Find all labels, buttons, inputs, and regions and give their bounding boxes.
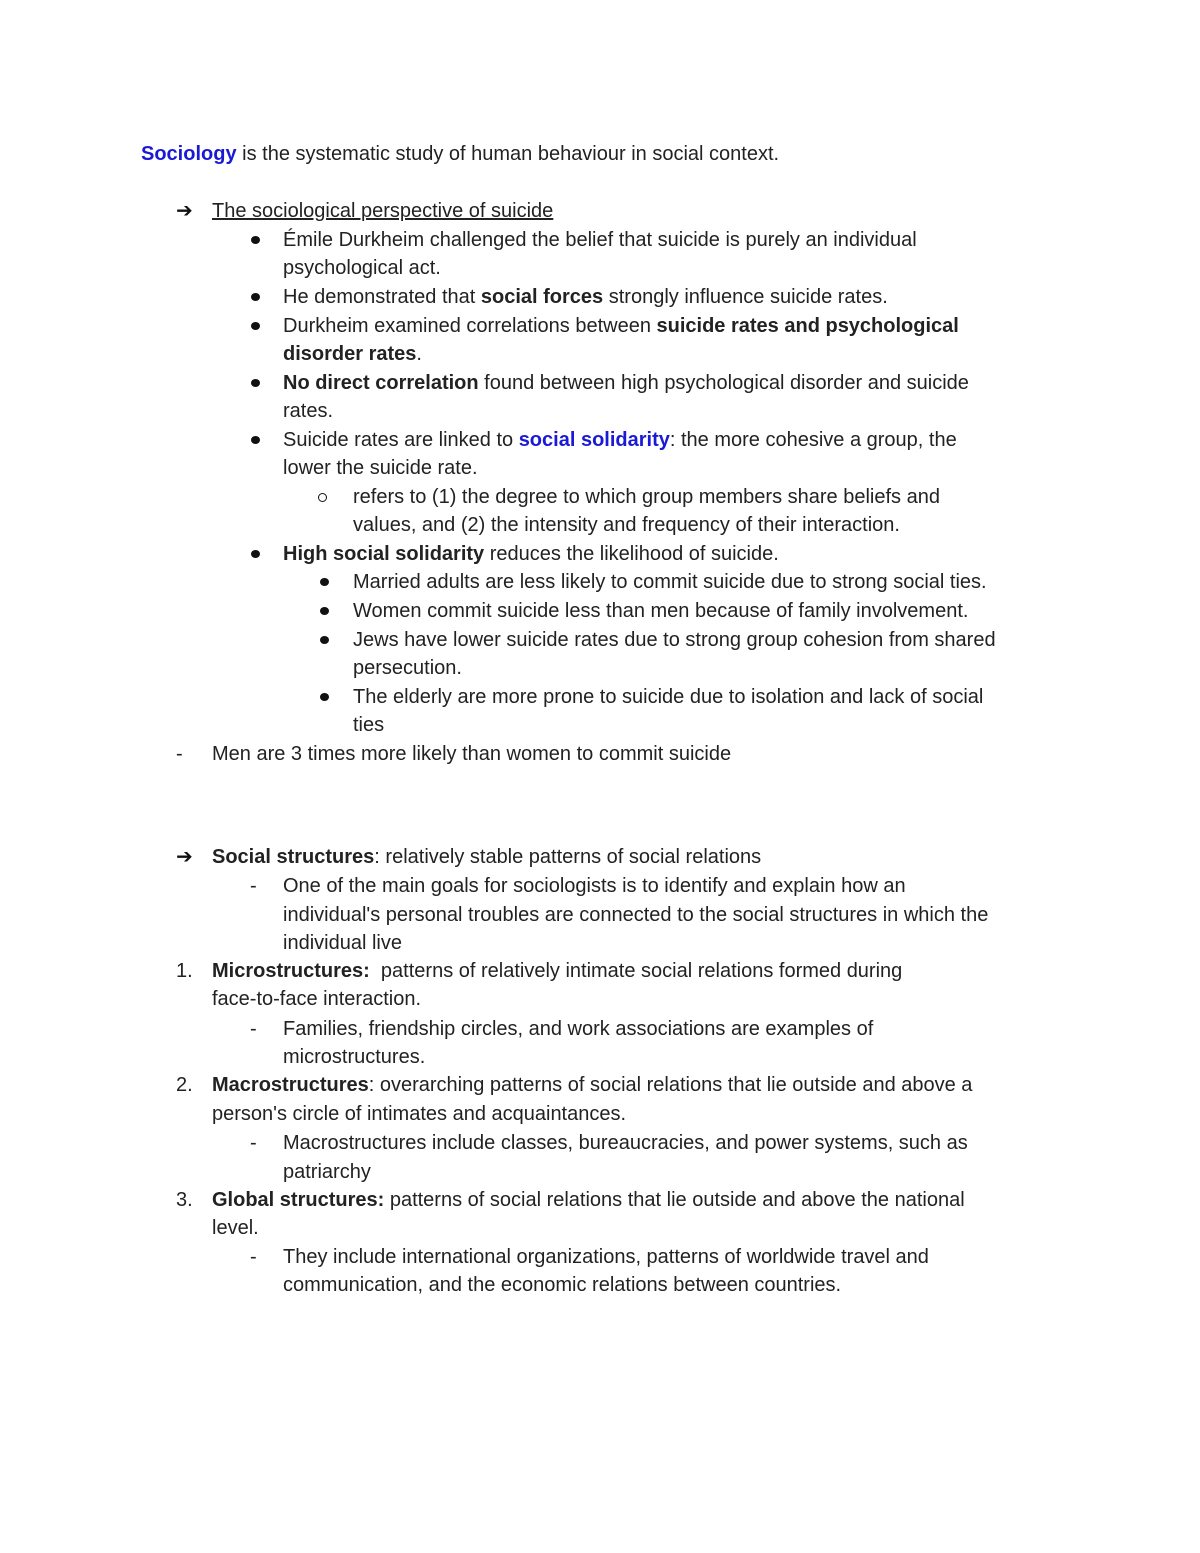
text-run: .: [416, 343, 422, 365]
text-run: Suicide rates are linked to: [283, 429, 519, 451]
numbered-item: [212, 1188, 965, 1212]
bold-term: Microstructures:: [212, 960, 370, 982]
bullet-text: rates.: [283, 400, 334, 422]
bold-term: Social structures: [212, 846, 375, 868]
sub-bullet-text: refers to (1) the degree to which group members share beliefs and: [353, 486, 940, 508]
hollow-bullet-icon: [318, 493, 327, 502]
text-run: Durkheim examined correlations between: [283, 315, 657, 337]
list-number: 1.: [176, 960, 193, 982]
bullet-text: psychological act.: [283, 257, 441, 279]
bullet-icon: [251, 322, 260, 330]
bullet-icon: [320, 578, 329, 586]
dash-text: individual's personal troubles are connected to the social structures in which the: [283, 904, 989, 926]
sub-bullet-text: The elderly are more prone to suicide due to isolation and lack of social: [353, 686, 984, 708]
bullet-text: [283, 314, 959, 338]
dash-marker: -: [250, 875, 257, 897]
list-number: 2.: [176, 1074, 193, 1096]
dash-marker: -: [176, 743, 183, 765]
bullet-icon: [251, 436, 260, 444]
bullet-icon: [251, 293, 260, 301]
bullet-text: [283, 342, 422, 366]
bullet-icon: [320, 636, 329, 644]
bold-term: suicide rates and psychological: [656, 315, 959, 337]
text-run: reduces the likelihood of suicide.: [484, 543, 779, 565]
bullet-icon: [251, 379, 260, 387]
numbered-item: [212, 959, 902, 983]
bold-term: social forces: [480, 286, 604, 308]
text-run: patterns of social relations that lie outside and above the national: [384, 1189, 965, 1211]
dash-text: They include international organizations, patterns of worldwide travel and: [283, 1246, 929, 1268]
bullet-icon: [251, 236, 260, 244]
sub-bullet-text: ties: [353, 714, 385, 736]
text-run: : relatively stable patterns of social relations: [374, 846, 762, 868]
numbered-item: [212, 1073, 972, 1097]
text-run: He demonstrated that: [283, 286, 481, 308]
text-run: : overarching patterns of social relations that lie outside and above a: [368, 1074, 973, 1096]
numbered-item-text: level.: [212, 1217, 259, 1239]
sub-bullet-text: persecution.: [353, 657, 462, 679]
bold-term: No direct correlation: [283, 372, 479, 394]
sociology-term: Sociology: [141, 143, 237, 165]
sub-bullet-text: Women commit suicide less than men because of family involvement.: [353, 600, 969, 622]
dash-text: Macrostructures include classes, bureaucracies, and power systems, such as: [283, 1132, 968, 1154]
sub-bullet-text: Married adults are less likely to commit suicide due to strong social ties.: [353, 571, 987, 593]
dash-marker: -: [250, 1246, 257, 1268]
text-run: found between high psychological disorder and suicide: [478, 372, 969, 394]
social-solidarity-term: social solidarity: [518, 429, 670, 451]
bold-term: Macrostructures: [212, 1074, 369, 1096]
bold-term: Global structures:: [212, 1189, 385, 1211]
dash-text: communication, and the economic relations between countries.: [283, 1274, 842, 1296]
list-number: 3.: [176, 1189, 193, 1211]
arrow-icon: ➔: [176, 200, 193, 222]
bullet-text: [283, 285, 888, 309]
text-run: : the more cohesive a group, the: [669, 429, 957, 451]
section1-heading: The sociological perspective of suicide: [212, 200, 554, 222]
intro-line: [141, 142, 779, 166]
sub-bullet-text: Jews have lower suicide rates due to strong group cohesion from shared: [353, 629, 996, 651]
dash-text: microstructures.: [283, 1046, 426, 1068]
dash-text: individual live: [283, 932, 402, 954]
bold-term: High social solidarity: [283, 543, 485, 565]
intro-definition: is the systematic study of human behaviour in social context.: [236, 143, 780, 165]
bold-term: disorder rates: [283, 343, 417, 365]
dash-marker: -: [250, 1132, 257, 1154]
dash-note: Men are 3 times more likely than women to commit suicide: [212, 743, 732, 765]
dash-text: Families, friendship circles, and work associations are examples of: [283, 1018, 874, 1040]
sub-bullet-text: values, and (2) the intensity and frequency of their interaction.: [353, 514, 900, 536]
bullet-icon: [320, 693, 329, 701]
bullet-text: Émile Durkheim challenged the belief that suicide is purely an individual: [283, 229, 917, 251]
dash-marker: -: [250, 1018, 257, 1040]
dash-text: patriarchy: [283, 1161, 371, 1183]
numbered-item-text: person's circle of intimates and acquaintances.: [212, 1103, 627, 1125]
bullet-text: [283, 371, 969, 395]
text-run: patterns of relatively intimate social relations formed during: [369, 960, 903, 982]
bullet-text: [283, 428, 957, 452]
bullet-text: [283, 542, 779, 566]
text-run: strongly influence suicide rates.: [603, 286, 888, 308]
bullet-icon: [251, 550, 260, 558]
bullet-icon: [320, 607, 329, 615]
dash-text: One of the main goals for sociologists is to identify and explain how an: [283, 875, 906, 897]
arrow-icon: ➔: [176, 846, 193, 868]
numbered-item-text: face-to-face interaction.: [212, 988, 421, 1010]
section2-heading: [212, 845, 761, 869]
bullet-text: lower the suicide rate.: [283, 457, 478, 479]
